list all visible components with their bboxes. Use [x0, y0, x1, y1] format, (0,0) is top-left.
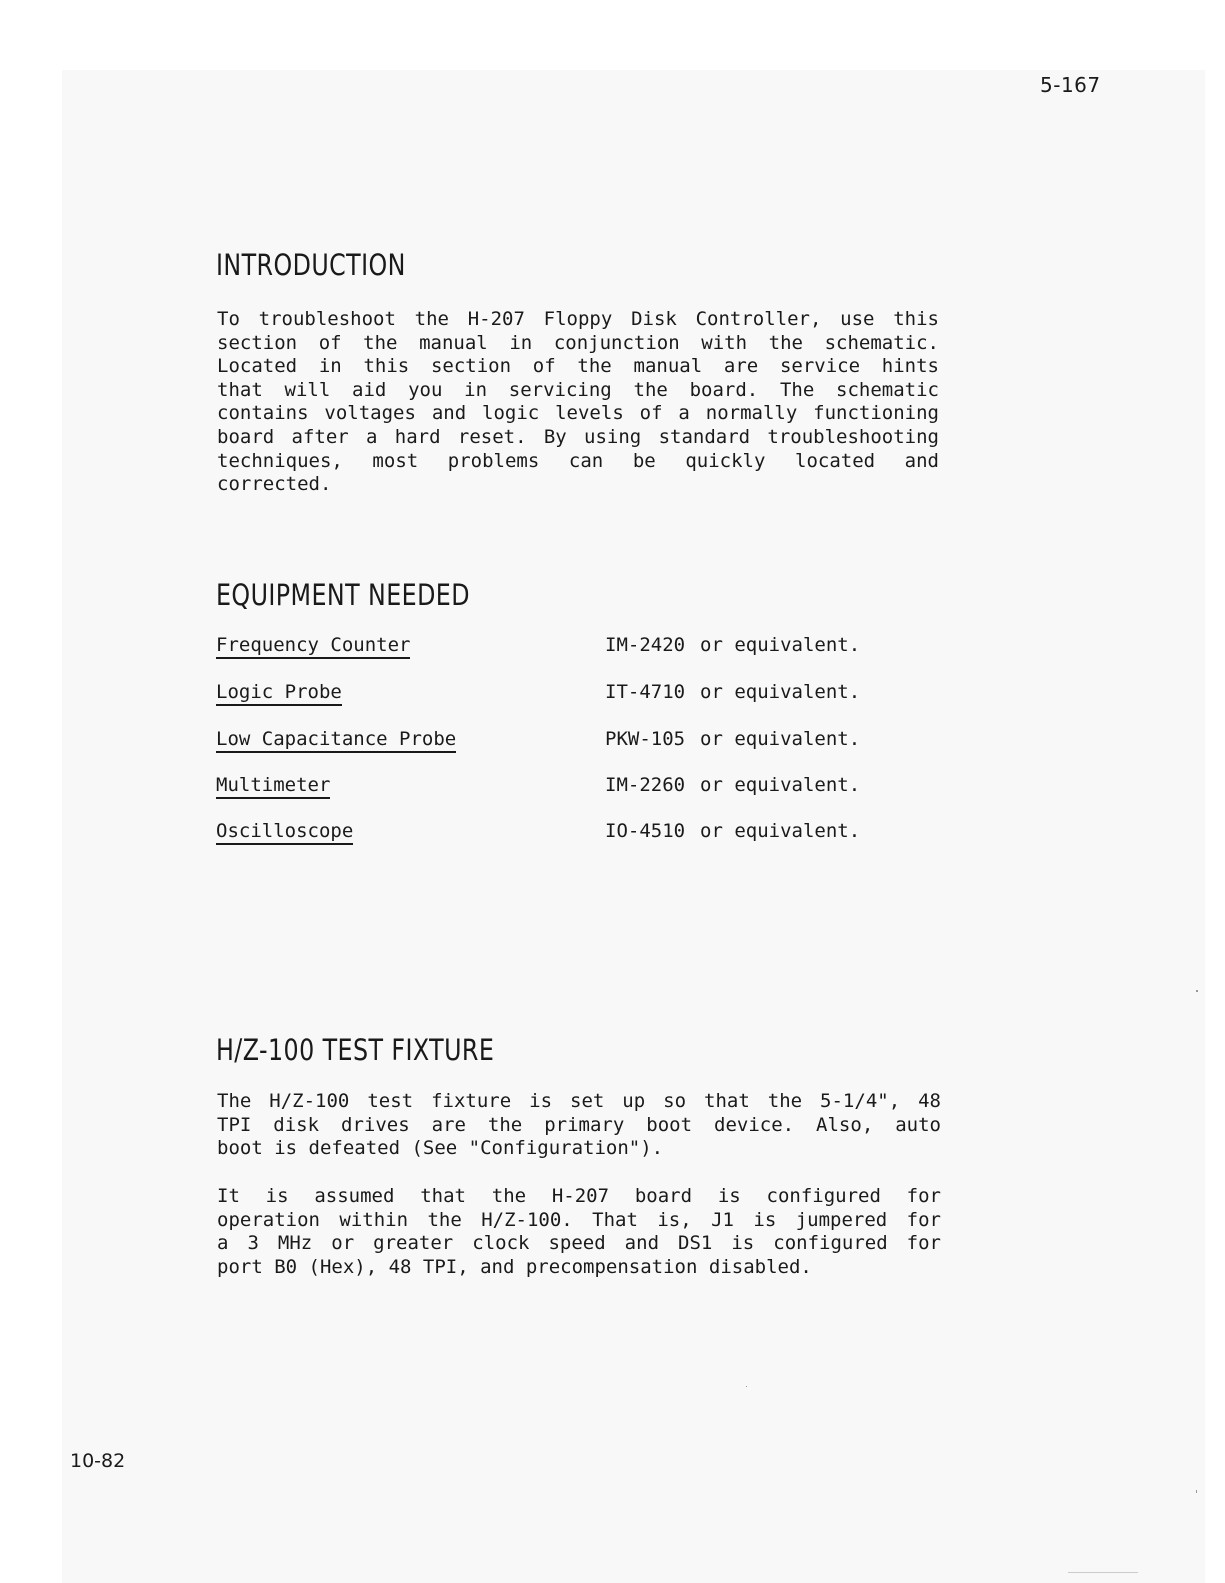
- test-fixture-line: port B0 (Hex), 48 TPI, and precompensation disabled.: [217, 1255, 812, 1278]
- introduction-line: Located in this section of the manual are service hints: [217, 355, 939, 378]
- equipment-model: IO-4510: [605, 820, 686, 842]
- test-fixture-line: TPI disk drives are the primary boot device. Also, auto: [217, 1113, 941, 1136]
- equipment-item: [216, 634, 916, 664]
- equipment-item: [216, 820, 916, 850]
- test-fixture-line: operation within the H/Z-100. That is, J1 is jumpered for: [217, 1208, 941, 1231]
- introduction-line: section of the manual in conjunction with the schematic.: [217, 331, 939, 354]
- equipment-name: Low Capacitance Probe: [216, 728, 456, 753]
- introduction-line: techniques, most problems can be quickly located and: [217, 449, 939, 472]
- equipment-name: Logic Probe: [216, 681, 342, 706]
- introduction-paragraph: [217, 308, 939, 497]
- scan-speck: [746, 1386, 747, 1387]
- equipment-suffix: or equivalent.: [700, 634, 861, 656]
- test-fixture-line: The H/Z-100 test fixture is set up so that the 5-1/4", 48: [217, 1090, 941, 1112]
- introduction-line: board after a hard reset. By using standard troubleshooting: [217, 425, 939, 448]
- test-fixture-line: boot is defeated (See "Configuration").: [217, 1137, 664, 1160]
- introduction-heading: INTRODUCTION: [216, 248, 406, 282]
- test-fixture-paragraph-1: [217, 1090, 941, 1161]
- footer-code: 10-82: [70, 1450, 126, 1472]
- equipment-item: [216, 774, 916, 804]
- scan-speck: [1196, 990, 1198, 992]
- equipment-item: [216, 728, 916, 758]
- introduction-line: contains voltages and logic levels of a normally functioning: [217, 402, 939, 425]
- test-fixture-line: It is assumed that the H-207 board is configured for: [217, 1185, 941, 1207]
- page-number: 5-167: [1040, 73, 1101, 97]
- equipment-name: Multimeter: [216, 774, 330, 799]
- equipment-name: Frequency Counter: [216, 634, 410, 659]
- scan-speck: [1196, 1490, 1197, 1493]
- equipment-model: PKW-105: [605, 728, 686, 750]
- test-fixture-heading: H/Z-100 TEST FIXTURE: [216, 1033, 495, 1067]
- scan-edge-mark: [1068, 1572, 1138, 1573]
- equipment-suffix: or equivalent.: [700, 820, 861, 842]
- equipment-suffix: or equivalent.: [700, 728, 861, 750]
- introduction-line: corrected.: [217, 473, 332, 496]
- equipment-suffix: or equivalent.: [700, 681, 861, 703]
- equipment-name: Oscilloscope: [216, 820, 353, 845]
- equipment-suffix: or equivalent.: [700, 774, 861, 796]
- equipment-model: IM-2420: [605, 634, 686, 656]
- equipment-model: IM-2260: [605, 774, 686, 796]
- equipment-model: IT-4710: [605, 681, 686, 703]
- equipment-heading: EQUIPMENT NEEDED: [216, 578, 470, 612]
- introduction-line: that will aid you in servicing the board. The schematic: [217, 378, 939, 401]
- test-fixture-paragraph-2: [217, 1185, 941, 1279]
- equipment-item: [216, 681, 916, 711]
- test-fixture-line: a 3 MHz or greater clock speed and DS1 is configured for: [217, 1232, 941, 1255]
- introduction-line: To troubleshoot the H-207 Floppy Disk Controller, use this: [217, 308, 939, 330]
